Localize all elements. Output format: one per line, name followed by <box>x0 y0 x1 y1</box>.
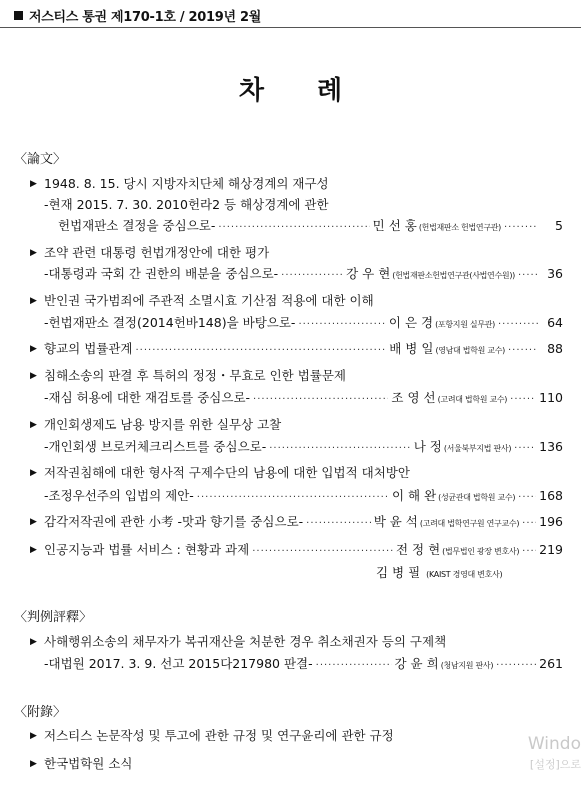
page-number: 64 <box>547 315 563 330</box>
triangle-bullet-icon: ▶ <box>30 637 37 647</box>
author-name: 배 병 일 <box>389 341 434 356</box>
author-affiliation: (헌법재판소 헌법연구관) <box>418 223 501 232</box>
appendix-item[interactable]: 한국법학원 소식 <box>44 756 133 771</box>
author-name: 조 영 선 <box>391 390 436 405</box>
article-title: 조약 관련 대통령 헌법개정안에 대한 평가 <box>44 245 270 260</box>
toc-entry[interactable] <box>44 513 563 533</box>
leader-dots <box>508 342 538 360</box>
author-affiliation: (성균관대 법학원 교수) <box>438 493 516 502</box>
page-number: 110 <box>539 390 563 405</box>
toc-entry[interactable] <box>44 340 563 360</box>
leader-dots <box>197 489 389 507</box>
author-affiliation: (고려대 법학원 교수) <box>437 395 508 404</box>
activation-watermark <box>527 734 581 771</box>
article-subtitle: -조정우선주의 입법의 제안- <box>44 488 194 503</box>
watermark-line-2: [설정]으로 <box>529 758 581 771</box>
page-number: 36 <box>547 266 563 281</box>
section-appendix: 〈附錄〉 <box>14 705 67 720</box>
author-name: 김 병 필 <box>376 565 421 580</box>
toc-entry[interactable] <box>44 541 563 561</box>
triangle-bullet-icon: ▶ <box>30 248 37 258</box>
page-number: 136 <box>539 439 563 454</box>
appendix-item[interactable]: 저스티스 논문작성 및 투고에 관한 규정 및 연구윤리에 관한 규정 <box>44 728 394 743</box>
header-rule <box>0 27 581 28</box>
article-title: 감각저작권에 관한 小考 -맛과 향기를 중심으로- <box>44 514 304 529</box>
triangle-bullet-icon: ▶ <box>30 344 37 354</box>
article-subtitle: 헌법재판소 결정을 중심으로- <box>58 218 216 233</box>
leader-dots <box>498 316 538 334</box>
triangle-bullet-icon: ▶ <box>30 759 37 769</box>
article-title: 저작권침해에 대한 형사적 구제수단의 남용에 대한 입법적 대처방안 <box>44 465 410 480</box>
section-articles: 〈論文〉 <box>14 152 67 167</box>
leader-dots <box>281 267 343 285</box>
page-title: 차 례 <box>238 76 365 106</box>
page-number: 219 <box>539 542 563 557</box>
toc-entry[interactable] <box>44 389 563 409</box>
author-name: 강 우 현 <box>346 266 391 281</box>
article-subtitle: -헌법재판소 결정(2014헌바148)을 바탕으로- <box>44 315 296 330</box>
article-title: 반인권 국가범죄에 주관적 소멸시효 기산점 적용에 대한 이해 <box>44 293 374 308</box>
author-affiliation: (영남대 법학원 교수) <box>435 346 505 355</box>
author-affiliation: (헌법재판소헌법연구관(사법연수원)) <box>392 271 515 280</box>
second-author <box>376 564 563 584</box>
triangle-bullet-icon: ▶ <box>30 517 37 527</box>
author-affiliation: (포항지원 실무관) <box>435 320 495 329</box>
triangle-bullet-icon: ▶ <box>30 468 37 478</box>
leader-dots <box>504 219 538 237</box>
toc-entry[interactable] <box>44 314 563 334</box>
toc-entry[interactable] <box>44 265 563 285</box>
page-number: 261 <box>539 656 563 671</box>
leader-dots <box>218 219 369 237</box>
leader-dots <box>496 657 536 675</box>
author-name: 전 정 현 <box>395 542 441 557</box>
leader-dots <box>518 267 538 285</box>
watermark-line-1: Windo <box>527 734 581 754</box>
author-name: 강 윤 희 <box>394 656 439 671</box>
author-affiliation: (고려대 법학연구원 연구교수) <box>419 519 520 528</box>
leader-dots <box>510 391 536 409</box>
leader-dots <box>522 543 536 561</box>
leader-dots <box>136 342 387 360</box>
author-name: 이 해 완 <box>391 488 437 503</box>
article-subtitle: -재심 허용에 대한 재검토를 중심으로- <box>44 390 251 405</box>
triangle-bullet-icon: ▶ <box>30 545 37 555</box>
page-number: 196 <box>539 514 563 529</box>
leader-dots <box>306 515 371 533</box>
article-title: 개인회생제도 남용 방지를 위한 실무상 고찰 <box>44 417 282 432</box>
page-header: 저스티스 통권 제170-1호 / 2019년 2월 <box>14 6 261 25</box>
author-name: 이 은 경 <box>388 315 434 330</box>
case-title: 사해행위소송의 채무자가 복귀재산을 처분한 경우 취소채권자 등의 구제책 <box>44 634 447 649</box>
author-affiliation: (서울북부지법 판사) <box>443 444 512 453</box>
leader-dots <box>253 391 388 409</box>
page-number: 88 <box>547 341 563 356</box>
triangle-bullet-icon: ▶ <box>30 296 37 306</box>
author-name: 박 윤 석 <box>373 514 418 529</box>
leader-dots <box>522 515 536 533</box>
leader-dots <box>252 543 393 561</box>
case-subtitle: -대법원 2017. 3. 9. 선고 2015다217980 판결- <box>44 656 313 671</box>
toc-entry[interactable] <box>44 438 563 458</box>
author-affiliation: (청남지원 판사) <box>440 661 494 670</box>
article-subtitle: -현재 2015. 7. 30. 2010헌라2 등 해상경계에 관한 <box>44 197 329 212</box>
article-title: 인공지능과 법률 서비스 : 현황과 과제 <box>44 542 250 557</box>
article-subtitle: -대통령과 국회 간 권한의 배분을 중심으로- <box>44 266 279 281</box>
triangle-bullet-icon: ▶ <box>30 420 37 430</box>
leader-dots <box>316 657 392 675</box>
leader-dots <box>298 316 385 334</box>
triangle-bullet-icon: ▶ <box>30 731 37 741</box>
square-bullet-icon <box>14 11 23 20</box>
leader-dots <box>269 440 410 458</box>
page-number: 168 <box>539 488 563 503</box>
leader-dots <box>518 489 536 507</box>
article-title: 1948. 8. 15. 당시 지방자치단체 해상경계의 재구성 <box>44 176 329 191</box>
article-subtitle: -개인회생 브로커체크리스트를 중심으로- <box>44 439 267 454</box>
article-title: 향교의 법률관계 <box>44 341 133 356</box>
author-name: 나 정 <box>413 439 442 454</box>
toc-entry[interactable] <box>44 655 563 675</box>
leader-dots <box>514 440 536 458</box>
author-affiliation: (법무법인 광장 변호사) <box>442 547 520 556</box>
triangle-bullet-icon: ▶ <box>30 179 37 189</box>
section-cases: 〈判例評釋〉 <box>14 610 93 625</box>
article-title: 침해소송의 판결 후 특허의 정정・무효로 인한 법률문제 <box>44 368 346 383</box>
author-affiliation: (KAIST 경영대 변호사) <box>426 570 503 579</box>
toc-entry[interactable] <box>44 487 563 507</box>
author-name: 민 선 홍 <box>372 218 417 233</box>
triangle-bullet-icon: ▶ <box>30 371 37 381</box>
toc-entry[interactable] <box>58 217 563 237</box>
page-number: 5 <box>555 218 563 233</box>
